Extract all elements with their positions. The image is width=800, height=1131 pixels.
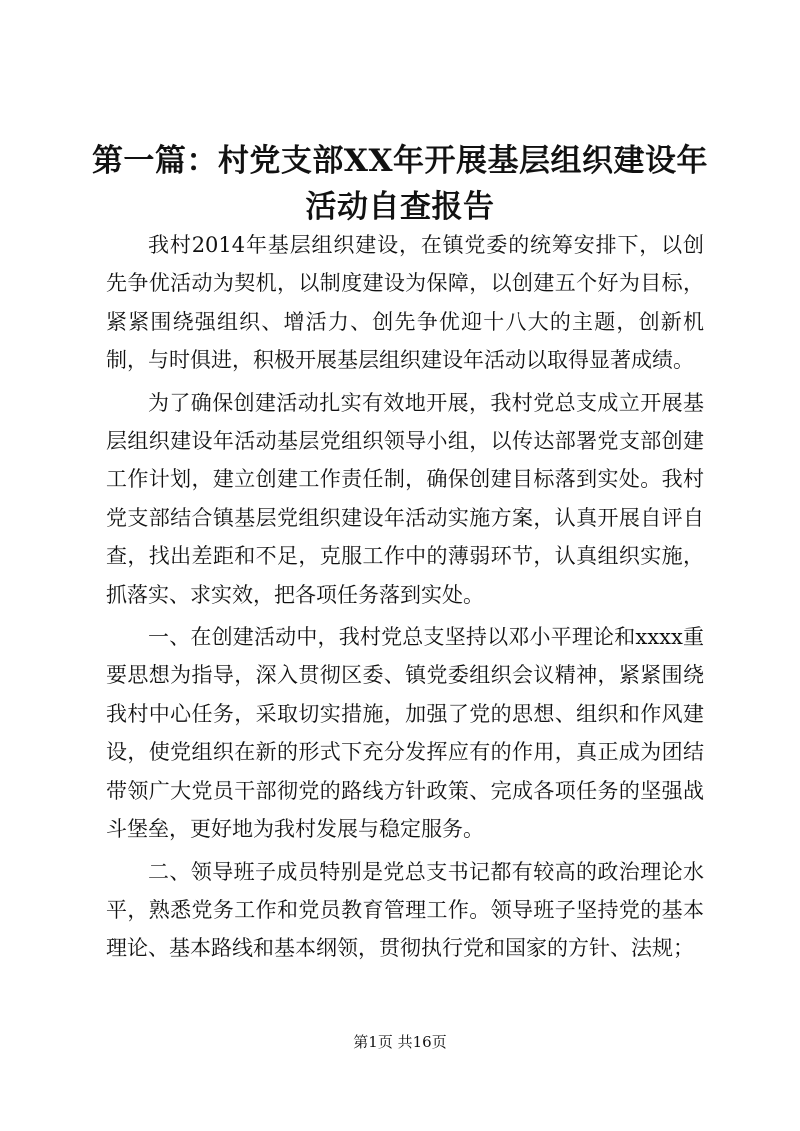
document-body bbox=[106, 226, 704, 972]
paragraph-1: 我村2014年基层组织建设，在镇党委的统筹安排下，以创先争优活动为契机，以制度建设为保障，以创建五个好为目标，紧紧围绕强组织、增活力、创先争优迎十八大的主题，创新机制，与时俱进，积极开展基层组织建设年活动以取得显著成绩。 bbox=[106, 233, 704, 373]
paragraph-3: 一、在创建活动中，我村党总支坚持以邓小平理论和xxxx重要思想为指导，深入贯彻区委、镇党委组织会议精神，紧紧围绕我村中心任务，采取切实措施，加强了党的思想、组织和作风建设，使党组织在新的形式下充分发挥应有的作用，真正成为团结带领广大党员干部彻党的路线方针政策、完成各项任务的坚强战斗堡垒，更好地为我村发展与稳定服务。 bbox=[106, 625, 704, 842]
document-title bbox=[90, 138, 710, 230]
title-line-2: 活动自查报告 bbox=[305, 189, 495, 225]
page-footer: 第1页 共16页 bbox=[353, 1033, 447, 1051]
paragraph-4: 二、领导班子成员特别是党总支书记都有较高的政治理论水平，熟悉党务工作和党员教育管理工作。领导班子坚持党的基本理论、基本路线和基本纲领，贯彻执行党和国家的方针、法规； bbox=[106, 859, 704, 961]
title-line-1: 第一篇：村党支部XX年开展基层组织建设年 bbox=[91, 143, 709, 179]
paragraph-2: 为了确保创建活动扎实有效地开展，我村党总支成立开展基层组织建设年活动基层党组织领导小组，以传达部署党支部创建工作计划，建立创建工作责任制，确保创建目标落到实处。我村党支部结合镇基层党组织建设年活动实施方案，认真开展自评自查，找出差距和不足，克服工作中的薄弱环节，认真组织实施，抓落实、求实效，把各项任务落到实处。 bbox=[106, 390, 704, 607]
